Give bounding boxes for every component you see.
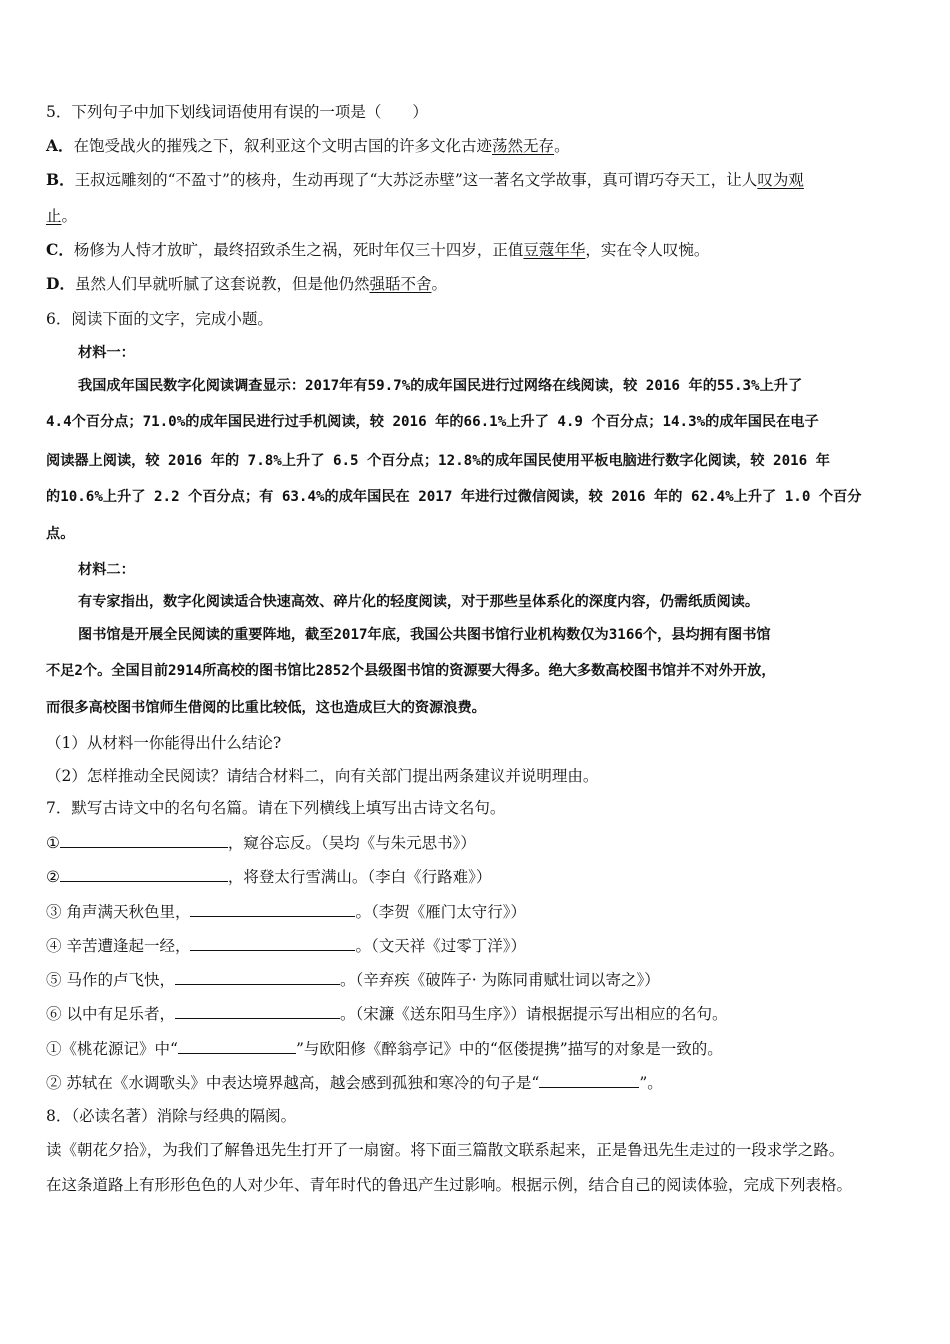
item-number: ⑤	[46, 971, 62, 989]
option-text-end: 。	[431, 275, 447, 293]
prompt-text-end: ”。	[639, 1074, 663, 1092]
q6-sub-2: （2）怎样推动全民阅读？请结合材料二，向有关部门提出两条建议并说明理由。	[46, 767, 599, 785]
q8-line: 在这条道路上有形形色色的人对少年、青年时代的鲁迅产生过影响。根据示例，结合自己的阅读体验，完成下列表格。	[46, 1176, 853, 1194]
q7-stem: 7．默写古诗文中的名句名篇。请在下列横线上填写出古诗文名句。	[46, 799, 506, 817]
item-text: 马作的卢飞快，	[61, 971, 175, 989]
underlined-term: 强聒不舍	[369, 275, 432, 293]
underlined-term-cont: 止	[46, 207, 62, 225]
option-text-end: 。	[554, 137, 570, 155]
q5-option-a	[46, 136, 906, 156]
answer-blank[interactable]	[190, 935, 355, 951]
underlined-term: 豆蔻年华	[523, 241, 586, 259]
item-number: ①	[46, 834, 60, 852]
option-label: C．	[46, 240, 74, 259]
item-number: ③	[46, 903, 62, 921]
q8-line: 读《朝花夕拾》，为我们了解鲁迅先生打开了一扇窗。将下面三篇散文联系起来，正是鲁迅先生走过的一段求学之路。	[46, 1141, 845, 1159]
prompt-text-end: ”与欧阳修《醉翁亭记》中的“伛偻提携”描写的对象是一致的。	[295, 1040, 723, 1058]
item-number: ④	[46, 937, 62, 955]
material-1-line: 点。	[46, 526, 75, 542]
item-number: ⑥	[46, 1005, 62, 1023]
option-label: D．	[46, 274, 75, 293]
option-label: A．	[46, 136, 74, 155]
item-text-end: 。（宋濂《送东阳马生序》）请根据提示写出相应的名句。	[339, 1005, 728, 1023]
q7-prompt-1	[46, 1038, 906, 1059]
option-text-end: ，实在令人叹惋。	[585, 241, 710, 259]
item-number: ②	[46, 868, 60, 886]
q6-stem: 6．阅读下面的文字，完成小题。	[46, 310, 273, 328]
q5-option-b	[46, 170, 906, 190]
answer-blank[interactable]	[539, 1072, 639, 1088]
prompt-text: ② 苏轼在《水调歌头》中表达境界越高，越会感到孤独和寒冷的句子是“	[46, 1074, 540, 1092]
answer-blank[interactable]	[178, 1038, 296, 1054]
material-1-line: 4.4个百分点；71.0%的成年国民进行过手机阅读，较 2016 年的66.1%上升了 4.9 个百分点；14.3%的成年国民在电子	[46, 414, 819, 430]
material-2-line: 图书馆是开展全民阅读的重要阵地，截至2017年底，我国公共图书馆行业机构数仅为3166个，县均拥有图书馆	[78, 627, 771, 643]
option-text: 杨修为人恃才放旷，最终招致杀生之祸，死时年仅三十四岁，正值	[73, 241, 524, 259]
answer-blank[interactable]	[60, 832, 228, 848]
item-text: 辛苦遭逢起一经，	[61, 937, 191, 955]
material-2-line: 而很多高校图书馆师生借阅的比重比较低，这也造成巨大的资源浪费。	[46, 700, 486, 716]
item-text-end: 。（文天祥《过零丁洋》）	[355, 937, 526, 955]
q5-option-d	[46, 274, 906, 294]
item-text: 以中有足乐者，	[61, 1005, 175, 1023]
answer-blank[interactable]	[175, 969, 340, 985]
material-2-line: 不足2个。全国目前2914所高校的图书馆比2852个县级图书馆的资源要大得多。绝大多数高校图书馆并不对外开放，	[46, 663, 776, 679]
answer-blank[interactable]	[190, 901, 355, 917]
underlined-term: 叹为观	[757, 171, 804, 189]
item-text: 角声满天秋色里，	[61, 903, 191, 921]
q7-item-6	[46, 1003, 906, 1024]
q7-item-4	[46, 935, 906, 956]
q7-item-2	[46, 866, 906, 887]
material-1-line: 我国成年国民数字化阅读调查显示：2017年有59.7%的成年国民进行过网络在线阅读，较 2016 年的55.3%上升了	[78, 378, 803, 394]
q7-prompt-2	[46, 1072, 906, 1093]
material-1-title: 材料一：	[78, 345, 135, 361]
option-text-end: 。	[61, 207, 78, 225]
prompt-text: ①《桃花源记》中“	[46, 1040, 178, 1058]
item-text: ，窥谷忘反。（吴均《与朱元思书》）	[227, 834, 476, 852]
item-text-end: 。（辛弃疾《破阵子· 为陈同甫赋壮词以寄之》）	[339, 971, 660, 989]
option-label: B．	[46, 170, 75, 189]
q7-item-5	[46, 969, 906, 990]
material-2-line: 有专家指出，数字化阅读适合快速高效、碎片化的轻度阅读，对于那些呈体系化的深度内容，仍需纸质阅读。	[78, 594, 760, 610]
material-2-title: 材料二：	[78, 562, 135, 578]
underlined-term: 荡然无存	[492, 137, 555, 155]
material-1-line: 阅读器上阅读，较 2016 年的 7.8%上升了 6.5 个百分点；12.8%的成年国民使用平板电脑进行数字化阅读，较 2016 年	[46, 453, 830, 469]
item-text: ，将登太行雪满山。（李白《行路难》）	[227, 868, 492, 886]
option-text: 在饱受战火的摧残之下，叙利亚这个文明古国的许多文化古迹	[73, 137, 493, 155]
q5-stem: 5．下列句子中加下划线词语使用有误的一项是（ ）	[46, 103, 428, 121]
q5-option-b-cont	[46, 206, 906, 226]
answer-blank[interactable]	[60, 866, 228, 882]
q5-option-c	[46, 240, 906, 260]
q7-item-1	[46, 832, 906, 853]
q7-item-3	[46, 901, 906, 922]
q6-sub-1: （1）从材料一你能得出什么结论?	[46, 734, 282, 752]
material-1-line: 的10.6%上升了 2.2 个百分点；有 63.4%的成年国民在 2017 年进行过微信阅读，较 2016 年的 62.4%上升了 1.0 个百分	[46, 489, 862, 505]
q8-stem: 8．（必读名著）消除与经典的隔阂。	[46, 1107, 297, 1125]
option-text: 虽然人们早就听腻了这套说教，但是他仍然	[74, 275, 370, 293]
option-text: 王叔远雕刻的“不盈寸”的核舟，生动再现了“大苏泛赤壁”这一著名文学故事，真可谓巧夺天工，让人	[74, 171, 758, 189]
answer-blank[interactable]	[175, 1003, 340, 1019]
item-text-end: 。（李贺《雁门太守行》）	[355, 903, 526, 921]
